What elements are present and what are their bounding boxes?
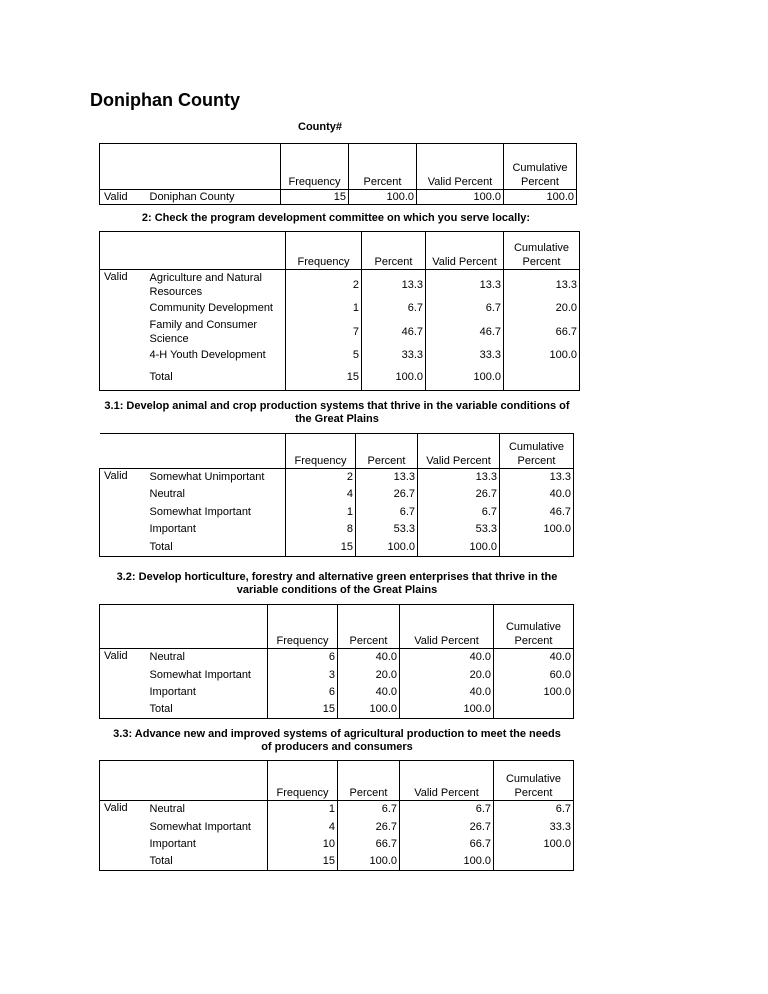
table-row [100,521,574,538]
cell-frequency: 6 [268,649,338,666]
header-blank-cell [146,144,281,190]
cell-percent: 100.0 [349,190,417,205]
header-blank-cell [146,605,268,649]
column-header: Frequency [268,605,338,649]
cell-valid-percent: 100.0 [400,701,494,719]
cell-percent: 20.0 [338,666,400,684]
column-header: Cumulative Percent [494,605,574,649]
table-title-line: 3.2: Develop horticulture, forestry and alternative green enterprises that thrive in the [116,571,558,583]
cell-percent: 40.0 [338,649,400,666]
cell-valid-percent: 20.0 [400,666,494,684]
column-header: Cumulative Percent [500,434,574,469]
frequency-table [99,433,574,557]
table-header-row [100,605,574,649]
cell-frequency: 5 [286,347,362,364]
header-blank-cell [146,434,286,469]
cell-percent: 100.0 [338,853,400,871]
cell-cumulative: 66.7 [504,317,580,347]
cell-frequency: 4 [286,486,356,503]
cell-valid-percent: 100.0 [417,190,504,205]
column-header: Frequency [286,434,356,469]
column-header: Cumulative Percent [504,232,580,270]
table-title-line: 3.3: Advance new and improved systems of agricultural production to meet the needs [113,728,561,740]
frequency-table [99,604,574,719]
row-label: Somewhat Important [149,668,251,681]
cell-valid-percent: 6.7 [418,503,500,521]
row-label: Important [149,838,196,850]
table-header-row [100,761,574,801]
cell-valid-percent: 40.0 [400,684,494,701]
column-header: Percent [338,761,400,801]
header-blank-cell [100,144,146,190]
cell-valid-percent: 100.0 [426,364,504,391]
cell-valid-percent: 6.7 [400,801,494,818]
cell-valid-percent: 33.3 [426,347,504,364]
cell-cumulative: 100.0 [500,521,574,538]
column-header: Frequency [286,232,362,270]
cell-valid-percent: 100.0 [418,538,500,557]
cell-percent: 100.0 [338,701,400,719]
table-row [100,684,574,701]
cell-cumulative: 6.7 [494,801,574,818]
cell-valid-percent: 66.7 [400,836,494,853]
row-label: Neutral [149,488,185,500]
cell-frequency: 15 [268,701,338,719]
column-header: Frequency [281,144,349,190]
row-label: 4-H Youth Development [149,349,266,361]
row-label: Somewhat Important [149,820,251,833]
column-header: Percent [362,232,426,270]
table-title-line: variable conditions of the Great Plains [236,584,438,596]
table-row [100,190,577,205]
column-header: Cumulative Percent [504,144,577,190]
table-row [100,503,574,521]
cell-percent: 6.7 [338,801,400,818]
header-blank-cell [146,232,286,270]
cell-cumulative: 46.7 [500,503,574,521]
table-header-row [100,144,577,190]
table-row [100,347,580,364]
cell-cumulative: 13.3 [504,270,580,300]
table-row [100,270,580,300]
row-label: Neutral [149,651,185,664]
cell-frequency: 15 [286,538,356,557]
table-header-row [100,434,574,469]
cell-percent: 26.7 [356,486,418,503]
table-title-line: 3.1: Develop animal and crop production systems that thrive in the variable conditions of [104,400,570,412]
cell-valid-percent: 100.0 [400,853,494,871]
cell-valid-percent: 13.3 [418,469,500,486]
cell-cumulative: 100.0 [494,684,574,701]
column-header: Percent [356,434,418,469]
table-title: County# [298,121,342,133]
cell-frequency: 7 [286,317,362,347]
table-row [100,317,580,347]
row-group-label: Valid [104,650,128,662]
cell-frequency: 3 [268,666,338,684]
table-title-line: of producers and consumers [261,741,413,753]
cell-cumulative [494,853,574,871]
row-label: Important [149,523,196,535]
row-label: Total [149,540,173,553]
cell-cumulative [494,701,574,719]
cell-percent: 40.0 [338,684,400,701]
header-blank-cell [100,761,146,801]
cell-frequency: 8 [286,521,356,538]
cell-percent: 13.3 [362,270,426,300]
cell-percent: 66.7 [338,836,400,853]
row-label: Total [149,855,173,868]
column-header: Frequency [268,761,338,801]
row-label: Agriculture and Natural Resources [149,271,263,298]
cell-valid-percent: 46.7 [426,317,504,347]
cell-cumulative: 33.3 [494,818,574,836]
row-group-label: Valid [104,191,128,203]
table-row [100,818,574,836]
cell-percent: 26.7 [338,818,400,836]
cell-frequency: 1 [286,503,356,521]
header-blank-cell [100,232,146,270]
cell-frequency: 15 [268,853,338,871]
column-header: Valid Percent [417,144,504,190]
column-header: Valid Percent [400,605,494,649]
table-row [100,469,574,486]
row-label: Community Development [149,302,273,314]
row-group-label: Valid [104,802,128,814]
table-title [98,728,576,754]
cell-percent: 13.3 [356,469,418,486]
table-title: 2: Check the program development committee on which you serve locally: [141,212,531,224]
table-title-line: the Great Plains [295,413,379,425]
column-header: Valid Percent [400,761,494,801]
cell-frequency: 4 [268,818,338,836]
row-group-label: Valid [104,271,128,283]
table-row [100,486,574,503]
column-header: Percent [338,605,400,649]
table-title [98,400,576,426]
cell-cumulative: 100.0 [504,190,577,205]
header-blank-cell [146,761,268,801]
frequency-table [99,760,574,871]
cell-valid-percent: 26.7 [418,486,500,503]
row-label: Somewhat Important [149,505,251,518]
cell-valid-percent: 26.7 [400,818,494,836]
table-row [100,538,574,557]
cell-valid-percent: 6.7 [426,300,504,317]
cell-valid-percent: 13.3 [426,270,504,300]
cell-cumulative: 100.0 [494,836,574,853]
row-label: Important [149,686,196,698]
table-row [100,853,574,871]
cell-frequency: 2 [286,270,362,300]
cell-frequency: 1 [286,300,362,317]
row-label: Somewhat Unimportant [149,471,265,484]
cell-percent: 53.3 [356,521,418,538]
cell-cumulative: 13.3 [500,469,574,486]
cell-percent: 6.7 [362,300,426,317]
cell-percent: 33.3 [362,347,426,364]
cell-frequency: 1 [268,801,338,818]
cell-cumulative: 40.0 [500,486,574,503]
cell-valid-percent: 53.3 [418,521,500,538]
cell-cumulative [500,538,574,557]
cell-frequency: 15 [286,364,362,391]
cell-frequency: 10 [268,836,338,853]
row-label: Family and Consumer Science [149,318,258,345]
cell-cumulative: 60.0 [494,666,574,684]
cell-cumulative: 20.0 [504,300,580,317]
table-row [100,801,574,818]
cell-cumulative: 100.0 [504,347,580,364]
row-group-label: Valid [100,469,146,557]
table-row [100,836,574,853]
cell-frequency: 2 [286,469,356,486]
row-label: Doniphan County [149,191,235,203]
table-row [100,649,574,666]
column-header: Valid Percent [426,232,504,270]
header-blank-cell [100,605,146,649]
frequency-table [99,143,577,205]
cell-valid-percent: 40.0 [400,649,494,666]
cell-percent: 100.0 [362,364,426,391]
table-row [100,701,574,719]
cell-percent: 46.7 [362,317,426,347]
table-row [100,300,580,317]
row-label: Total [149,703,173,716]
header-blank-cell [100,434,146,469]
cell-cumulative [504,364,580,391]
cell-frequency: 15 [281,190,349,205]
cell-percent: 100.0 [356,538,418,557]
column-header: Cumulative Percent [494,761,574,801]
column-header: Valid Percent [418,434,500,469]
cell-cumulative: 40.0 [494,649,574,666]
page-title: Doniphan County [90,90,240,110]
table-title [98,571,576,597]
table-header-row [100,232,580,270]
cell-frequency: 6 [268,684,338,701]
column-header: Percent [349,144,417,190]
cell-percent: 6.7 [356,503,418,521]
table-row [100,666,574,684]
frequency-table [99,231,580,391]
row-label: Total [149,370,173,383]
row-label: Neutral [149,803,185,816]
table-row [100,364,580,391]
